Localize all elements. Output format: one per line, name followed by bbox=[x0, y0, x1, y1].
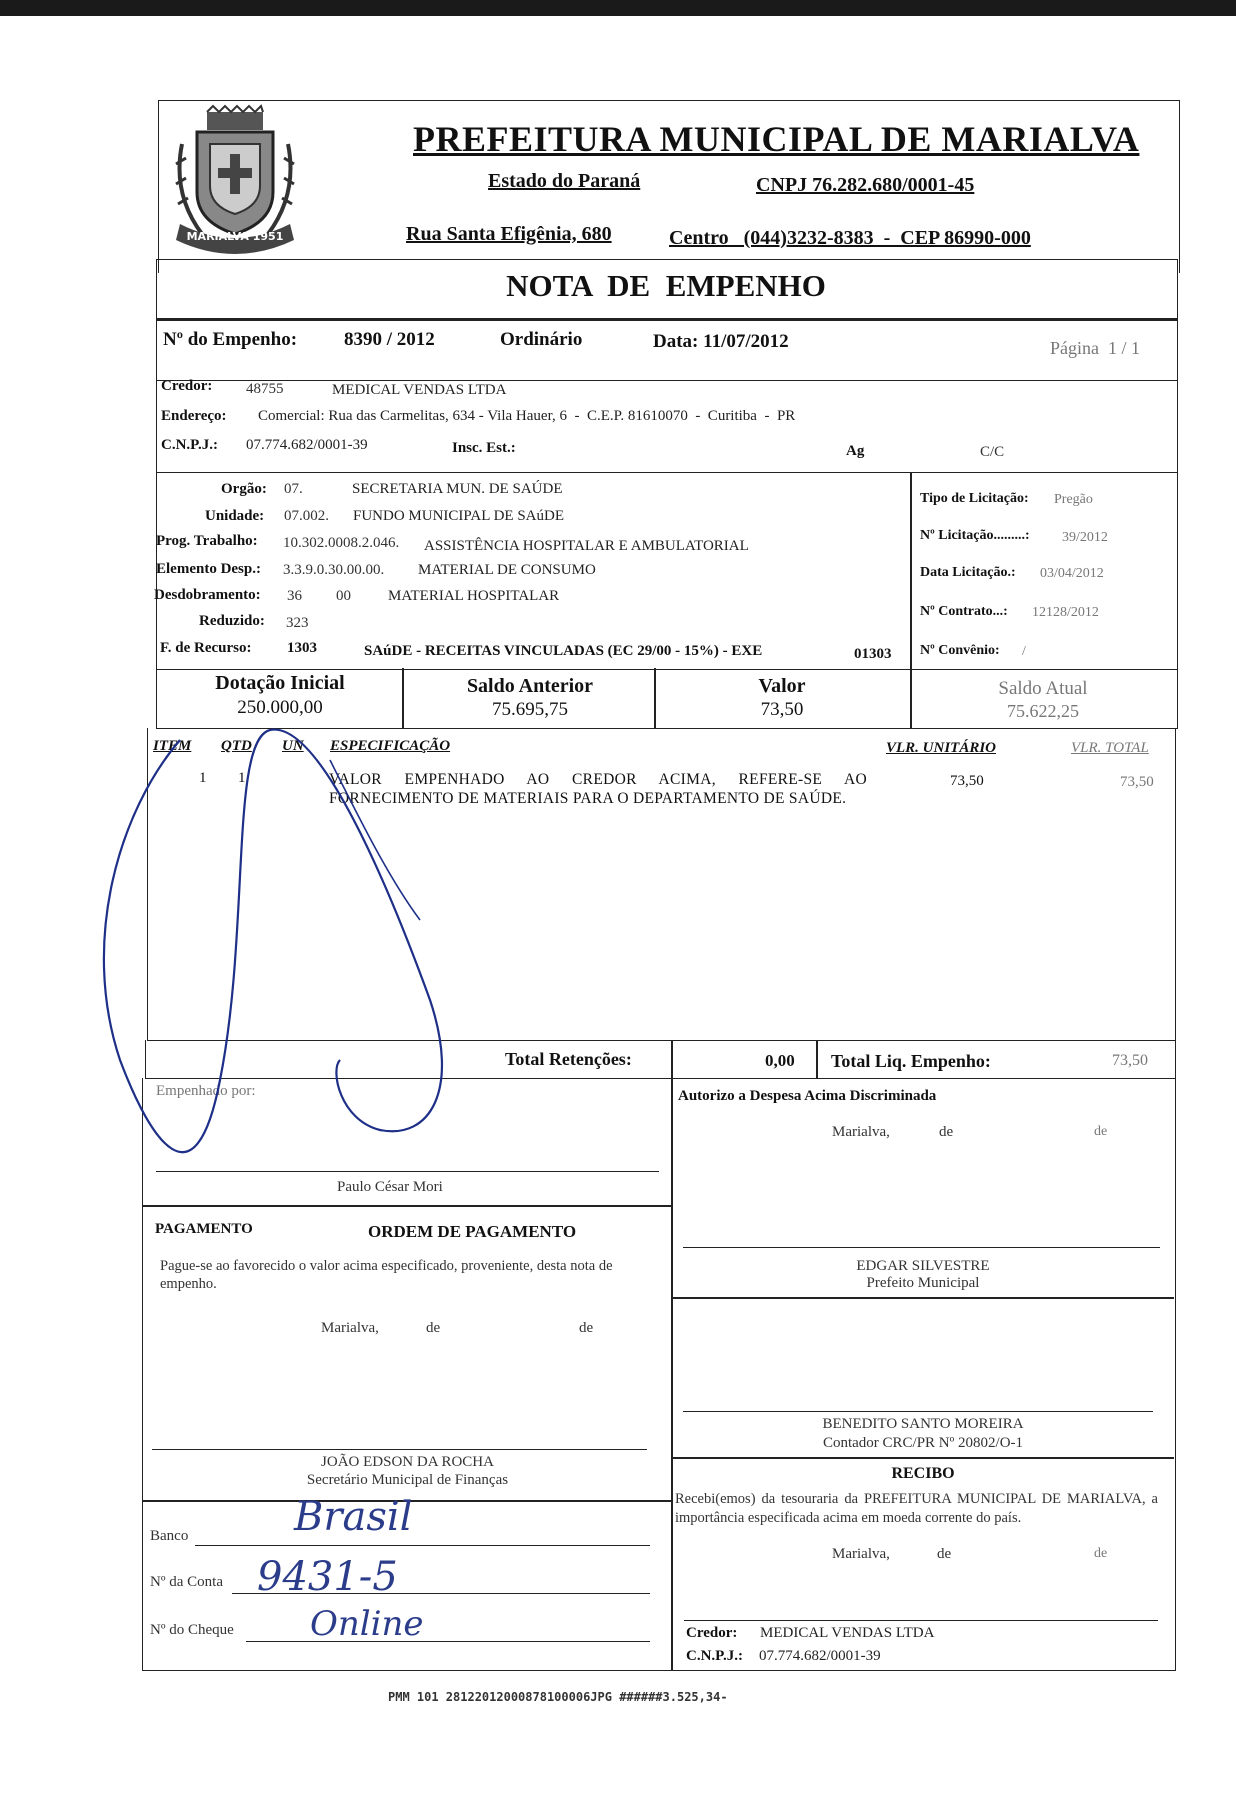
secretario-name: JOÃO EDSON DA ROCHA bbox=[321, 1454, 494, 1470]
retencoes-value: 0,00 bbox=[765, 1051, 795, 1070]
saldo-anterior-label: Saldo Anterior bbox=[466, 675, 594, 697]
col-un: UN bbox=[282, 738, 304, 754]
credor-name: MEDICAL VENDAS LTDA bbox=[332, 382, 507, 398]
col-total: VLR. TOTAL bbox=[1071, 740, 1149, 756]
org-street: Rua Santa Efigênia, 680 bbox=[406, 223, 612, 245]
empenho-num-label: Nº do Empenho: bbox=[163, 329, 298, 350]
recibo-text: Recebi(emos) da tesouraria da PREFEITURA MUNICIPAL DE MARIALVA, a importância especificada acima em moeda corrente do país. bbox=[675, 1491, 1158, 1526]
valor-label: Valor bbox=[758, 675, 806, 697]
col-qtd: QTD bbox=[221, 738, 252, 754]
recibo-title: RECIBO bbox=[891, 1465, 955, 1482]
conta-label: Nº da Conta bbox=[150, 1574, 223, 1590]
item-row-qtd: 1 bbox=[238, 770, 246, 786]
item-row-unit: 73,50 bbox=[950, 773, 984, 789]
recibo-credor: MEDICAL VENDAS LTDA bbox=[760, 1625, 935, 1641]
credor-block bbox=[156, 380, 1178, 472]
licit-data-label: Data Licitação.: bbox=[920, 565, 1016, 580]
endereco-label: Endereço: bbox=[161, 408, 227, 424]
licit-tipo-label: Tipo de Licitação: bbox=[920, 491, 1029, 506]
orgao-name: SECRETARIA MUN. DE SAÚDE bbox=[352, 481, 563, 497]
empenho-data: Data: 11/07/2012 bbox=[653, 331, 789, 352]
pagamento-label: PAGAMENTO bbox=[155, 1221, 253, 1237]
orgao-code: 07. bbox=[284, 481, 303, 497]
saldo-atual-value: 75.622,25 bbox=[1007, 701, 1079, 721]
orgao-label: Orgão: bbox=[221, 481, 267, 497]
banco-label: Banco bbox=[150, 1528, 189, 1544]
ordem-pagamento: ORDEM DE PAGAMENTO bbox=[368, 1222, 577, 1241]
empenhado-name: Paulo César Mori bbox=[337, 1179, 443, 1195]
recibo-de2: de bbox=[1094, 1546, 1108, 1561]
item-row-spec: VALOR EMPENHADO AO CREDOR ACIMA, REFERE-SE AO FORNECIMENTO DE MATERIAIS PARA O DEPARTAMENTO DE SAÚDE. bbox=[329, 771, 867, 807]
ag-label: Ag bbox=[846, 443, 865, 459]
recibo-place: Marialva, bbox=[832, 1546, 890, 1562]
contrato-label: Nº Contrato...: bbox=[920, 604, 1008, 619]
pagamento-de2: de bbox=[579, 1320, 594, 1336]
autorizo-place: Marialva, bbox=[832, 1124, 890, 1140]
page-number: Página 1 / 1 bbox=[1050, 338, 1140, 358]
desdob-b: 00 bbox=[336, 588, 351, 604]
reduzido-value: 323 bbox=[286, 615, 309, 631]
desdob-a: 36 bbox=[287, 588, 302, 604]
desdob-label: Desdobramento: bbox=[154, 587, 261, 603]
doc-title: NOTA DE EMPENHO bbox=[506, 268, 826, 303]
autorizo-de1: de bbox=[939, 1124, 954, 1140]
retencoes-label: Total Retenções: bbox=[505, 1049, 632, 1069]
scan-top-edge bbox=[0, 0, 1236, 16]
empenhado-label: Empenhado por: bbox=[156, 1083, 256, 1099]
liq-value: 73,50 bbox=[1112, 1052, 1148, 1069]
credor-endereco: Comercial: Rua das Carmelitas, 634 - Vila Hauer, 6 - C.E.P. 81610070 - Curitiba - PR bbox=[258, 408, 796, 424]
autorizo-label: Autorizo a Despesa Acima Discriminada bbox=[678, 1088, 937, 1104]
convenio-label: Nº Convênio: bbox=[920, 643, 1000, 658]
org-contact: Centro (044)3232-8383 - CEP 86990-000 bbox=[669, 227, 1031, 249]
elemento-name: MATERIAL DE CONSUMO bbox=[418, 562, 596, 578]
empenho-num: 8390 / 2012 bbox=[344, 329, 435, 350]
pagamento-place: Marialva, bbox=[321, 1320, 379, 1336]
svg-text:MARIALVA 1951: MARIALVA 1951 bbox=[186, 230, 284, 243]
credor-code: 48755 bbox=[246, 381, 284, 397]
insc-label: Insc. Est.: bbox=[452, 440, 516, 456]
recibo-cnpj-label: C.N.P.J.: bbox=[686, 1648, 743, 1664]
recibo-de1: de bbox=[937, 1546, 952, 1562]
prefeito-name: EDGAR SILVESTRE bbox=[856, 1258, 990, 1274]
cnpj-label: C.N.P.J.: bbox=[161, 437, 218, 453]
conta-handwritten: 9431-5 bbox=[257, 1554, 398, 1600]
contrato-value: 12128/2012 bbox=[1032, 605, 1099, 620]
dotacao-inicial-value: 250.000,00 bbox=[237, 697, 323, 718]
unidade-name: FUNDO MUNICIPAL DE SAúDE bbox=[353, 508, 564, 524]
recurso-label: F. de Recurso: bbox=[160, 640, 252, 656]
elemento-code: 3.3.9.0.30.00.00. bbox=[283, 562, 385, 578]
autorizo-de2: de bbox=[1094, 1124, 1108, 1139]
unidade-label: Unidade: bbox=[205, 508, 265, 524]
footer-code: PMM 101 28122012000878100006JPG ######3.525,34- bbox=[388, 1690, 728, 1704]
cc-label: C/C bbox=[980, 444, 1005, 460]
credor-label: Credor: bbox=[161, 378, 213, 394]
recurso-num: 01303 bbox=[854, 646, 892, 662]
licit-tipo: Pregão bbox=[1054, 492, 1093, 507]
saldo-anterior-value: 75.695,75 bbox=[492, 699, 568, 720]
banco-handwritten: Brasil bbox=[294, 1494, 413, 1540]
recibo-cnpj: 07.774.682/0001-39 bbox=[759, 1648, 881, 1664]
item-row-total: 73,50 bbox=[1120, 774, 1154, 790]
col-unit: VLR. UNITÁRIO bbox=[886, 740, 997, 756]
saldo-atual-label: Saldo Atual bbox=[998, 678, 1088, 699]
item-row-no: 1 bbox=[199, 770, 207, 786]
recurso-name: SAúDE - RECEITAS VINCULADAS (EC 29/00 - 15%) - EXE bbox=[364, 643, 763, 659]
secretario-role: Secretário Municipal de Finanças bbox=[306, 1472, 509, 1488]
col-item: ITEM bbox=[153, 738, 192, 754]
desdob-name: MATERIAL HOSPITALAR bbox=[388, 588, 560, 604]
dotacao-inicial-label: Dotação Inicial bbox=[215, 672, 345, 694]
signature-stroke bbox=[100, 720, 520, 1200]
prog-name: ASSISTÊNCIA HOSPITALAR E AMBULATORIAL bbox=[424, 538, 749, 554]
contador-name: BENEDITO SANTO MOREIRA bbox=[822, 1416, 1024, 1432]
recibo-credor-label: Credor: bbox=[686, 1625, 738, 1641]
col-spec: ESPECIFICAÇÃO bbox=[330, 738, 451, 754]
prog-code: 10.302.0008.2.046. bbox=[283, 535, 400, 551]
cheque-handwritten: Online bbox=[310, 1604, 424, 1644]
licit-num-label: Nº Licitação.........: bbox=[920, 528, 1030, 543]
state-name: Estado do Paraná bbox=[488, 170, 641, 192]
cheque-label: Nº do Cheque bbox=[150, 1622, 234, 1638]
org-cnpj: CNPJ 76.282.680/0001-45 bbox=[756, 174, 975, 196]
prog-label: Prog. Trabalho: bbox=[156, 533, 258, 549]
unidade-code: 07.002. bbox=[284, 508, 329, 524]
credor-cnpj: 07.774.682/0001-39 bbox=[246, 437, 368, 453]
licit-num: 39/2012 bbox=[1062, 530, 1108, 545]
licit-data: 03/04/2012 bbox=[1040, 566, 1104, 581]
elemento-label: Elemento Desp.: bbox=[156, 561, 261, 577]
reduzido-label: Reduzido: bbox=[199, 613, 265, 629]
org-title: PREFEITURA MUNICIPAL DE MARIALVA bbox=[413, 119, 1140, 159]
liq-label: Total Liq. Empenho: bbox=[831, 1051, 991, 1071]
municipal-crest bbox=[162, 104, 308, 264]
convenio-value: / bbox=[1022, 644, 1026, 659]
prefeito-role: Prefeito Municipal bbox=[866, 1275, 980, 1291]
empenho-tipo: Ordinário bbox=[500, 329, 583, 350]
contador-role: Contador CRC/PR Nº 20802/O-1 bbox=[822, 1435, 1024, 1451]
recurso-code: 1303 bbox=[287, 640, 317, 656]
valor-value: 73,50 bbox=[760, 699, 804, 720]
pagamento-de1: de bbox=[426, 1320, 441, 1336]
pagamento-text: Pague-se ao favorecido o valor acima especificado, proveniente, desta nota de empenho. bbox=[160, 1258, 613, 1292]
